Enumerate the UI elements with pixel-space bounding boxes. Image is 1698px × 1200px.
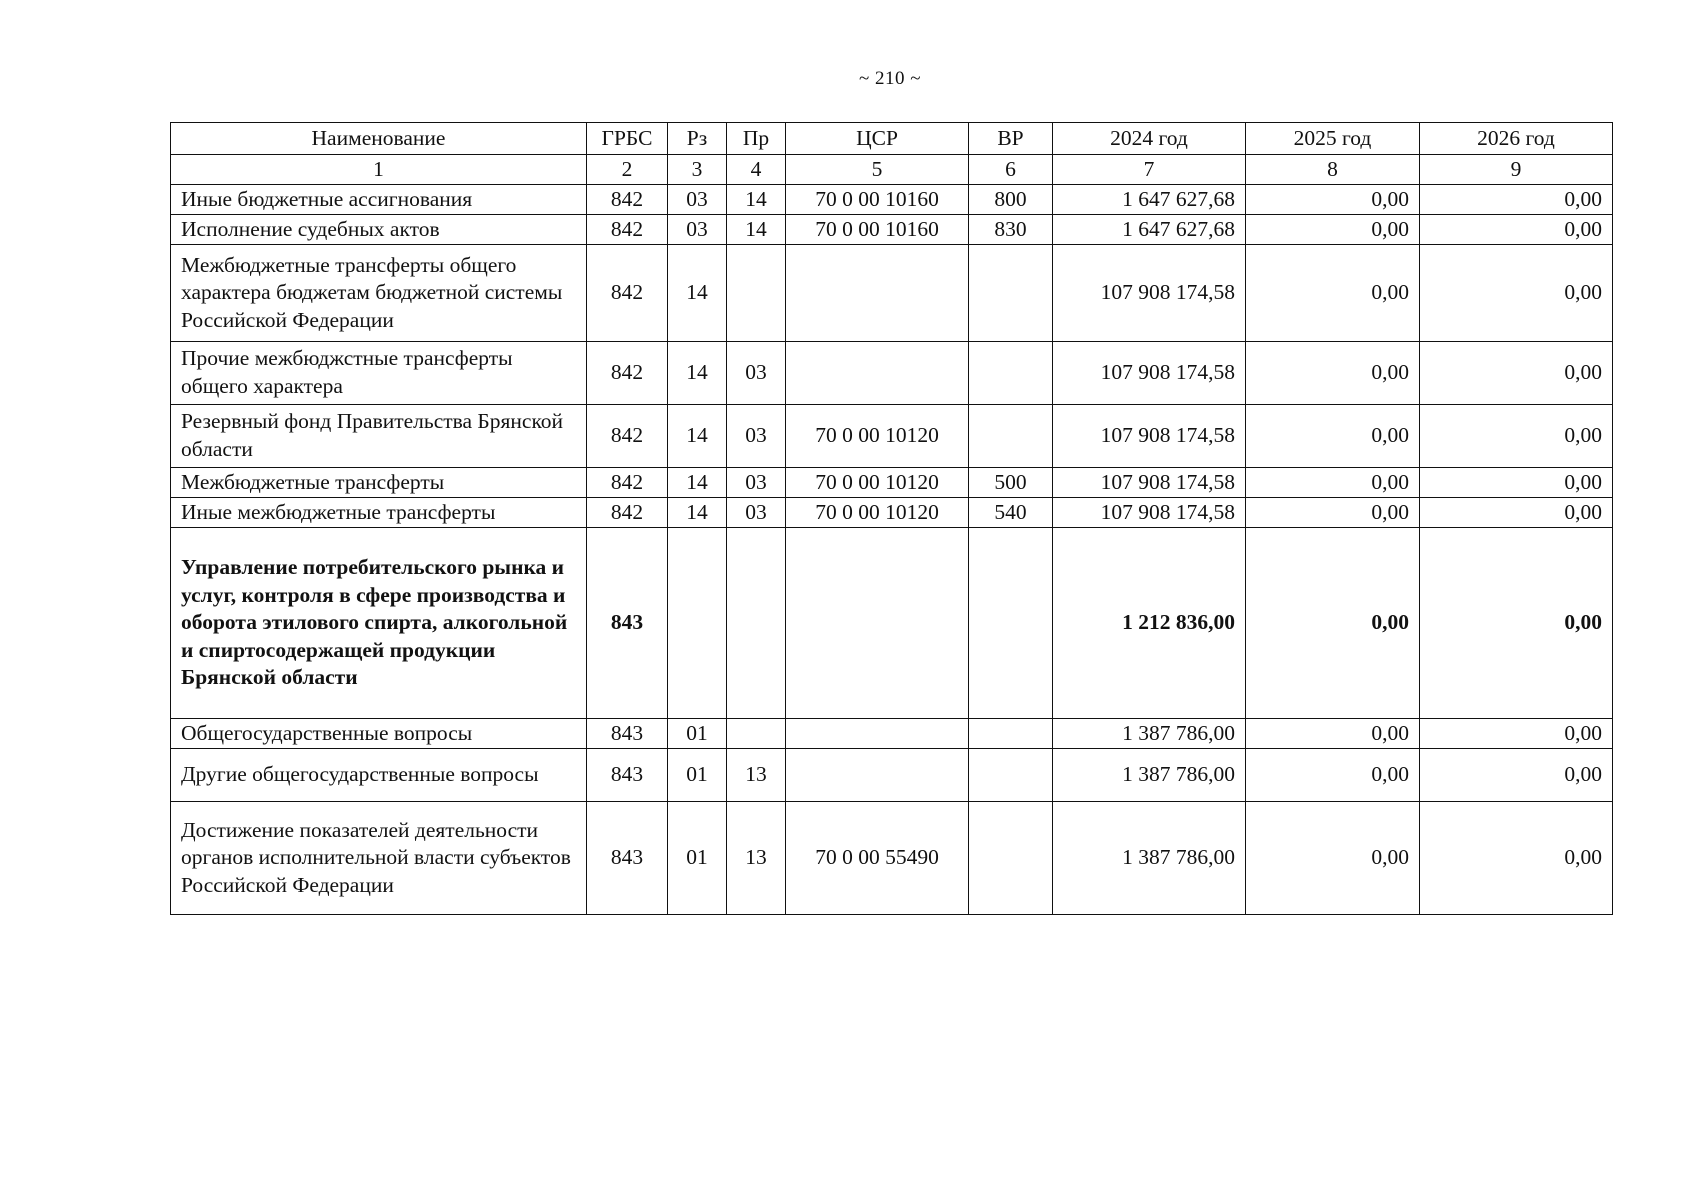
row-pr [727, 719, 786, 749]
row-pr: 03 [727, 468, 786, 498]
table-row [171, 498, 1613, 528]
row-vr [969, 245, 1053, 342]
row-pr [727, 528, 786, 719]
header-vr: ВР [969, 123, 1053, 155]
table-row [171, 802, 1613, 915]
row-vr: 800 [969, 185, 1053, 215]
row-grbs: 842 [587, 185, 668, 215]
row-name: Резервный фонд Правительства Брянской области [171, 405, 587, 468]
header-grbs: ГРБС [587, 123, 668, 155]
row-pr: 03 [727, 342, 786, 405]
column-number: 8 [1246, 155, 1420, 185]
row-rz: 01 [668, 749, 727, 802]
row-vr: 540 [969, 498, 1053, 528]
header-row [171, 123, 1613, 155]
row-grbs: 843 [587, 802, 668, 915]
table-row [171, 749, 1613, 802]
row-vr [969, 528, 1053, 719]
row-grbs: 843 [587, 719, 668, 749]
row-csr [786, 528, 969, 719]
row-vr [969, 405, 1053, 468]
row-2025: 0,00 [1246, 719, 1420, 749]
row-csr: 70 0 00 10120 [786, 405, 969, 468]
row-2026: 0,00 [1420, 528, 1613, 719]
row-name: Межбюджетные трансферты [171, 468, 587, 498]
header-rz: Рз [668, 123, 727, 155]
row-name: Исполнение судебных актов [171, 215, 587, 245]
row-pr [727, 245, 786, 342]
header-name: Наименование [171, 123, 587, 155]
row-2025: 0,00 [1246, 342, 1420, 405]
budget-table [170, 122, 1613, 915]
page-number: ~ 210 ~ [858, 68, 922, 89]
row-csr: 70 0 00 10120 [786, 468, 969, 498]
row-vr: 500 [969, 468, 1053, 498]
row-csr: 70 0 00 10120 [786, 498, 969, 528]
row-2024: 107 908 174,58 [1053, 342, 1246, 405]
row-pr: 14 [727, 185, 786, 215]
row-vr [969, 802, 1053, 915]
row-name: Иные бюджетные ассигнования [171, 185, 587, 215]
row-2024: 1 387 786,00 [1053, 719, 1246, 749]
row-2025: 0,00 [1246, 528, 1420, 719]
row-name: Достижение показателей деятельности органов исполнительной власти субъектов Российской Федерации [171, 802, 587, 915]
row-grbs: 842 [587, 468, 668, 498]
column-number: 2 [587, 155, 668, 185]
table-row [171, 405, 1613, 468]
row-2024: 107 908 174,58 [1053, 498, 1246, 528]
column-number: 4 [727, 155, 786, 185]
row-rz: 01 [668, 802, 727, 915]
row-2025: 0,00 [1246, 245, 1420, 342]
row-name: Прочие межбюджстные трансферты общего характера [171, 342, 587, 405]
table-row [171, 215, 1613, 245]
row-2024: 1 647 627,68 [1053, 215, 1246, 245]
header-pr: Пр [727, 123, 786, 155]
row-2024: 107 908 174,58 [1053, 405, 1246, 468]
row-2026: 0,00 [1420, 185, 1613, 215]
row-vr: 830 [969, 215, 1053, 245]
row-rz: 03 [668, 215, 727, 245]
row-2024: 1 647 627,68 [1053, 185, 1246, 215]
row-2026: 0,00 [1420, 719, 1613, 749]
row-2025: 0,00 [1246, 468, 1420, 498]
row-rz [668, 528, 727, 719]
header-csr: ЦСР [786, 123, 969, 155]
row-pr: 14 [727, 215, 786, 245]
header-2025: 2025 год [1246, 123, 1420, 155]
row-name: Общегосударственные вопросы [171, 719, 587, 749]
row-rz: 14 [668, 342, 727, 405]
row-pr: 13 [727, 749, 786, 802]
row-2025: 0,00 [1246, 405, 1420, 468]
table-row [171, 185, 1613, 215]
row-rz: 03 [668, 185, 727, 215]
row-csr: 70 0 00 55490 [786, 802, 969, 915]
header-2024: 2024 год [1053, 123, 1246, 155]
row-grbs: 842 [587, 498, 668, 528]
row-csr [786, 342, 969, 405]
row-2025: 0,00 [1246, 215, 1420, 245]
row-name: Иные межбюджетные трансферты [171, 498, 587, 528]
row-vr [969, 719, 1053, 749]
row-2024: 1 212 836,00 [1053, 528, 1246, 719]
row-2024: 107 908 174,58 [1053, 468, 1246, 498]
column-number: 1 [171, 155, 587, 185]
row-2024: 1 387 786,00 [1053, 749, 1246, 802]
row-2024: 1 387 786,00 [1053, 802, 1246, 915]
column-number: 3 [668, 155, 727, 185]
row-grbs: 842 [587, 215, 668, 245]
column-number: 6 [969, 155, 1053, 185]
table-row [171, 468, 1613, 498]
row-2025: 0,00 [1246, 185, 1420, 215]
row-csr [786, 749, 969, 802]
row-vr [969, 342, 1053, 405]
row-2026: 0,00 [1420, 215, 1613, 245]
row-2025: 0,00 [1246, 749, 1420, 802]
row-rz: 14 [668, 498, 727, 528]
row-grbs: 842 [587, 245, 668, 342]
row-2026: 0,00 [1420, 498, 1613, 528]
row-pr: 13 [727, 802, 786, 915]
row-csr: 70 0 00 10160 [786, 215, 969, 245]
column-number: 9 [1420, 155, 1613, 185]
row-grbs: 842 [587, 405, 668, 468]
row-csr [786, 719, 969, 749]
row-vr [969, 749, 1053, 802]
row-2026: 0,00 [1420, 245, 1613, 342]
row-2026: 0,00 [1420, 342, 1613, 405]
table-row [171, 719, 1613, 749]
row-2026: 0,00 [1420, 749, 1613, 802]
row-2025: 0,00 [1246, 498, 1420, 528]
row-name: Управление потребительского рынка и услуг, контроля в сфере производства и оборота этилового спирта, алкогольной и спиртосодержащей продукции Брянской области [171, 528, 587, 719]
row-csr: 70 0 00 10160 [786, 185, 969, 215]
table-row [171, 342, 1613, 405]
row-name: Межбюджетные трансферты общего характера бюджетам бюджетной системы Российской Федерации [171, 245, 587, 342]
column-number-row [171, 155, 1613, 185]
row-grbs: 842 [587, 342, 668, 405]
row-rz: 14 [668, 468, 727, 498]
row-2026: 0,00 [1420, 802, 1613, 915]
row-2026: 0,00 [1420, 468, 1613, 498]
row-rz: 14 [668, 245, 727, 342]
row-rz: 14 [668, 405, 727, 468]
row-2024: 107 908 174,58 [1053, 245, 1246, 342]
column-number: 7 [1053, 155, 1246, 185]
table-row-department [171, 528, 1613, 719]
column-number: 5 [786, 155, 969, 185]
row-pr: 03 [727, 498, 786, 528]
row-grbs: 843 [587, 528, 668, 719]
row-2025: 0,00 [1246, 802, 1420, 915]
row-rz: 01 [668, 719, 727, 749]
row-grbs: 843 [587, 749, 668, 802]
row-pr: 03 [727, 405, 786, 468]
row-name: Другие общегосударственные вопросы [171, 749, 587, 802]
header-2026: 2026 год [1420, 123, 1613, 155]
table-row [171, 245, 1613, 342]
row-csr [786, 245, 969, 342]
row-2026: 0,00 [1420, 405, 1613, 468]
